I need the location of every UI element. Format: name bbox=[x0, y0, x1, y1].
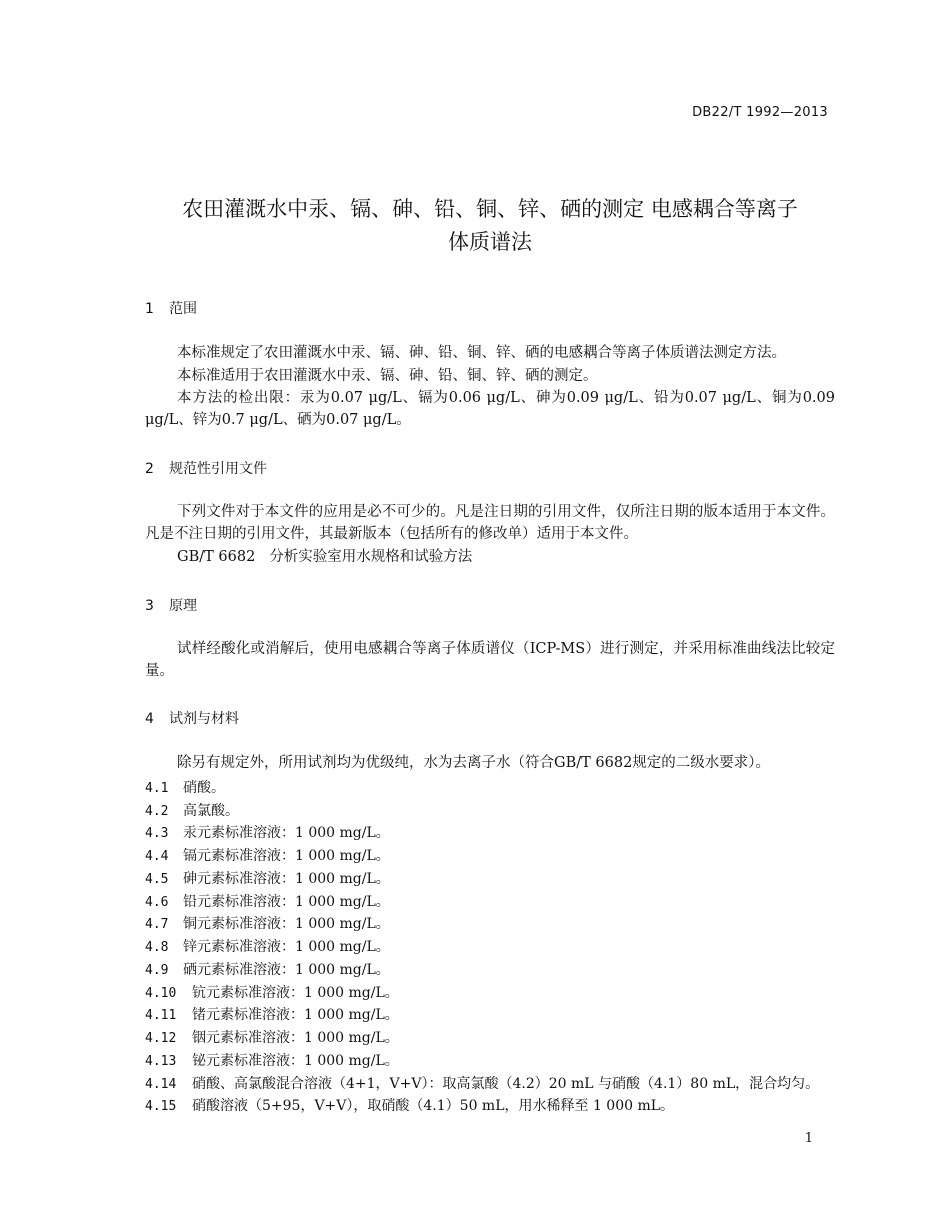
reagent-item: 4.8 锌元素标准溶液：1 000 mg/L。 bbox=[145, 939, 390, 955]
scope-paragraph-3: 本方法的检出限：汞为0.07 μg/L、镉为0.06 μg/L、砷为0.09 μg/L、铅为0.07 μg/L、铜为0.09 μg/L、锌为0.7 μg/L、硒为0.07 μg/L。 bbox=[145, 390, 835, 428]
scope-paragraph-1: 本标准规定了农田灌溉水中汞、镉、砷、铅、铜、锌、硒的电感耦合等离子体质谱法测定方法。 bbox=[177, 345, 786, 361]
references-paragraph: 下列文件对于本文件的应用是必不可少的。凡是注日期的引用文件，仅所注日期的版本适用于本文件。凡是不注日期的引用文件，其最新版本（包括所有的修改单）适用于本文件。 bbox=[145, 504, 835, 542]
reagent-item: 4.2 高氯酸。 bbox=[145, 803, 239, 819]
reagent-item: 4.9 硒元素标准溶液：1 000 mg/L。 bbox=[145, 962, 390, 978]
reagent-item: 4.13 铋元素标准溶液：1 000 mg/L。 bbox=[145, 1053, 399, 1069]
document-title-line-2: 体质谱法 bbox=[448, 230, 532, 254]
section-heading-scope bbox=[145, 298, 197, 318]
section-title: 原理 bbox=[169, 598, 197, 614]
reference-code: GB/T 6682 bbox=[177, 549, 256, 565]
reagent-item: 4.3 汞元素标准溶液：1 000 mg/L。 bbox=[145, 825, 390, 841]
section-heading-reagents bbox=[145, 708, 239, 728]
reagent-item: 4.6 铅元素标准溶液：1 000 mg/L。 bbox=[145, 894, 390, 910]
section-number: 4 bbox=[145, 711, 154, 727]
section-heading-references bbox=[145, 458, 267, 478]
scope-paragraph-2: 本标准适用于农田灌溉水中汞、镉、砷、铅、铜、锌、硒的测定。 bbox=[177, 368, 598, 384]
reference-entry bbox=[177, 546, 472, 568]
section-title: 试剂与材料 bbox=[169, 711, 239, 727]
reagents-intro: 除另有规定外，所用试剂均为优级纯，水为去离子水（符合GB/T 6682规定的二级水要求）。 bbox=[177, 755, 771, 771]
reagent-item: 4.4 镉元素标准溶液：1 000 mg/L。 bbox=[145, 848, 390, 864]
reagent-item: 4.5 砷元素标准溶液：1 000 mg/L。 bbox=[145, 871, 390, 887]
reagent-item: 4.12 铟元素标准溶液：1 000 mg/L。 bbox=[145, 1030, 399, 1046]
section-number: 3 bbox=[145, 598, 154, 614]
standard-code: DB22/T 1992—2013 bbox=[692, 105, 828, 120]
reagent-item: 4.14 硝酸、高氯酸混合溶液（4+1，V+V）：取高氯酸（4.2）20 mL 与硝酸（4.1）80 mL，混合均匀。 bbox=[145, 1076, 820, 1092]
reagent-item: 4.11 锗元素标准溶液：1 000 mg/L。 bbox=[145, 1007, 399, 1023]
section-heading-principle bbox=[145, 595, 197, 615]
principle-paragraph: 试样经酸化或消解后，使用电感耦合等离子体质谱仪（ICP-MS）进行测定，并采用标准曲线法比较定量。 bbox=[145, 641, 835, 679]
reagent-item: 4.15 硝酸溶液（5+95，V+V），取硝酸（4.1）50 mL，用水稀释至 1 000 mL。 bbox=[145, 1098, 675, 1114]
section-title: 范围 bbox=[169, 301, 197, 317]
section-number: 1 bbox=[145, 301, 154, 317]
document-title-line-1: 农田灌溉水中汞、镉、砷、铅、铜、锌、硒的测定 电感耦合等离子 bbox=[182, 197, 798, 221]
section-number: 2 bbox=[145, 461, 154, 477]
reagent-item: 4.7 铜元素标准溶液：1 000 mg/L。 bbox=[145, 916, 390, 932]
reference-title: 分析实验室用水规格和试验方法 bbox=[269, 549, 473, 565]
section-title: 规范性引用文件 bbox=[169, 461, 267, 477]
reagent-item: 4.10 钪元素标准溶液：1 000 mg/L。 bbox=[145, 985, 399, 1001]
page-number: 1 bbox=[804, 1131, 813, 1146]
reagent-item: 4.1 硝酸。 bbox=[145, 780, 225, 796]
